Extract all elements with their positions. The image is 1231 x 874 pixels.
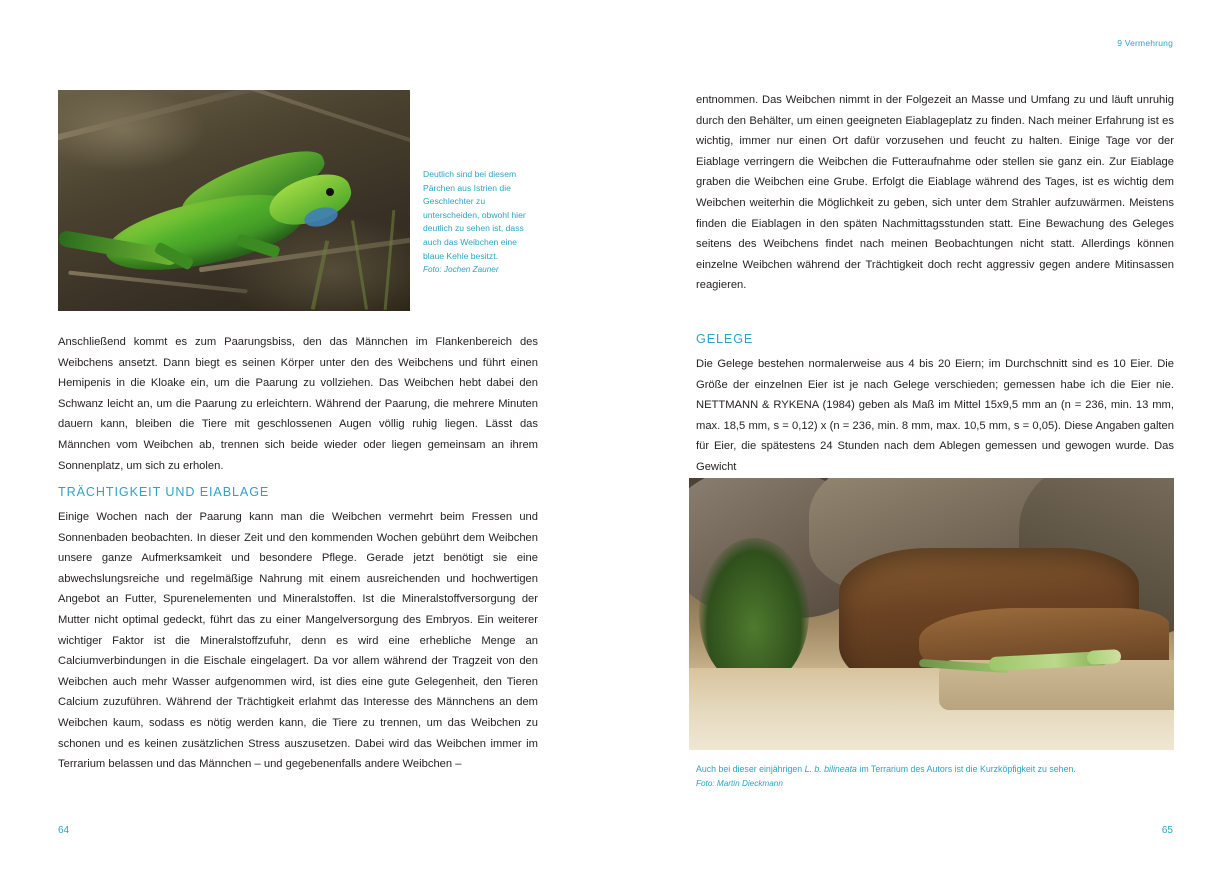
paragraph: entnommen. Das Weibchen nimmt in der Folgezeit an Masse und Umfang zu und läuft unruhig durch den Behälter, um einen geeigneten Eiablageplatz zu finden. Nach meiner Erfahrung ist es wichtig, immer nur einen Ort dafür vorzusehen und feucht zu halten. Einige Tage vor der Eiablage verringern die Weibchen die Futteraufnahme oder stellen sie ganz ein. Zur Eiablage graben die Weibchen eine Grube. Erfolgt die Eiablage während des Tages, ist es wichtig dem Weibchen weiterhin die Möglichkeit zu geben, sich unter dem Strahler aufzuwärmen. Meistens finden die Eiablagen in den späten Nachmittagsstunden statt. Eine Bewachung des Geleges seitens des Weibchens findet nach meinen Beobachtungen nicht statt. Allerdings können einzelne Weibchen während der Trächtigkeit doch recht aggressiv gegen andere Mitinsassen reagieren. <box>696 94 1174 292</box>
figure-caption-suffix: im Terrarium des Autors ist die Kurzköpfigkeit zu sehen. <box>856 764 1076 774</box>
page-number-left: 64 <box>58 825 70 836</box>
figure-credit: Foto: Martin Dieckmann <box>696 779 783 788</box>
lizard-head <box>1087 649 1122 665</box>
terrarium-lizard-photo <box>689 478 1174 750</box>
left-section-block <box>58 483 538 775</box>
plant-shape <box>699 538 809 688</box>
paragraph: Einige Wochen nach der Paarung kann man die Weibchen vermehrt beim Fressen und Sonnenbaden beobachten. In dieser Zeit und den kommenden Wochen gebührt dem Weibchen unsere ganze Aufmerksamkeit und besondere Pflege. Gerade jetzt benötigt sie eine abwechslungsreiche und regelmäßige Nahrung mit einem ausreichenden und hochwertigen Angebot an Futter, Spurenelementen und Mineralstoffen. Ist die Mineralstoffversorgung der Mutter nicht optimal gedeckt, führt das zu einer Mangelversorgung des Embryos. Ein weiterer wichtiger Faktor ist die Mineralstoffzufuhr, denn es wird eine erhebliche Menge an Calciumverbindungen in die Eischale eingelagert. Da vor allem während der Tragzeit von den Weibchen auch mehr Wasser aufgenommen wird, ist dies eine gute Gelegenheit, den Tieren Calcium zuzuführen. Während der Trächtigkeit erlahmt das Interesse des Männchens an dem Weibchen kaum, sodass es nötig werden kann, die Tiere zu trennen, um das Weibchen zu schonen und es keinen zusätzlichen Stress auszusetzen. Dabei wird das Weibchen immer im Terrarium belassen und das Männchen – und gegebenenfalls andere Weibchen – <box>58 511 538 771</box>
figure-credit: Foto: Jochen Zauner <box>423 265 499 275</box>
figure-caption-text: Deutlich sind bei diesem Pärchen aus Istrien die Geschlechter zu unterscheiden, obwohl hier deutlich zu sehen ist, dass auch das Weibchen eine blaue Kehle besitzt. <box>423 169 526 261</box>
figure-caption-species: L. b. bilineata <box>804 764 857 774</box>
lizard-pair-photo <box>58 90 410 311</box>
section-heading-traechtigkeit: TRÄCHTIGKEIT UND EIABLAGE <box>58 485 270 499</box>
figure-caption-right <box>696 762 1174 791</box>
page-number-right: 65 <box>1161 825 1173 836</box>
figure-caption-left <box>423 168 535 277</box>
left-paragraph-block <box>58 332 538 476</box>
running-head: 9 Vermehrung <box>1117 38 1173 48</box>
right-paragraph-block <box>696 90 1174 296</box>
section-heading-gelege: GELEGE <box>696 332 754 346</box>
paragraph: Anschließend kommt es zum Paarungsbiss, den das Männchen im Flankenbereich des Weibchens ansetzt. Dann biegt es seinen Körper unter den des Weibchens und führt einen Hemipenis in die Kloake ein, um die Paarung zu vollziehen. Das Weibchen hebt dabei den Schwanz leicht an, um die Paarung zu erleichtern. Während der Paarung, die mehrere Minuten dauern kann, bleiben die Tiere mit geschlossenen Augen völlig ruhig liegen. Lässt das Männchen vom Weibchen ab, trennen sich beide wieder oder liegen gemeinsam an ihrem Sonnenplatz, um sich zu erholen. <box>58 336 538 472</box>
lizard-eye <box>326 188 334 196</box>
paragraph: Die Gelege bestehen normalerweise aus 4 bis 20 Eiern; im Durchschnitt sind es 10 Eier. Die Größe der einzelnen Eier ist je nach Gelege verschieden; gemessen habe ich die Eier nie. NETTMANN & RYKENA (1984) geben als Maß im Mittel 15x9,5 mm an (n = 236, min. 13 mm, max. 18,5 mm, s = 0,12) x (n = 236, min. 8 mm, max. 10,5 mm, s = 0,05). Diese Angaben galten für Eier, die spätestens 24 Stunden nach dem Ablegen gemessen und gewogen wurde. Das Gewicht <box>696 358 1174 473</box>
figure-caption-prefix: Auch bei dieser einjährigen <box>696 764 805 774</box>
right-section-block <box>696 330 1174 478</box>
left-page <box>0 0 615 874</box>
